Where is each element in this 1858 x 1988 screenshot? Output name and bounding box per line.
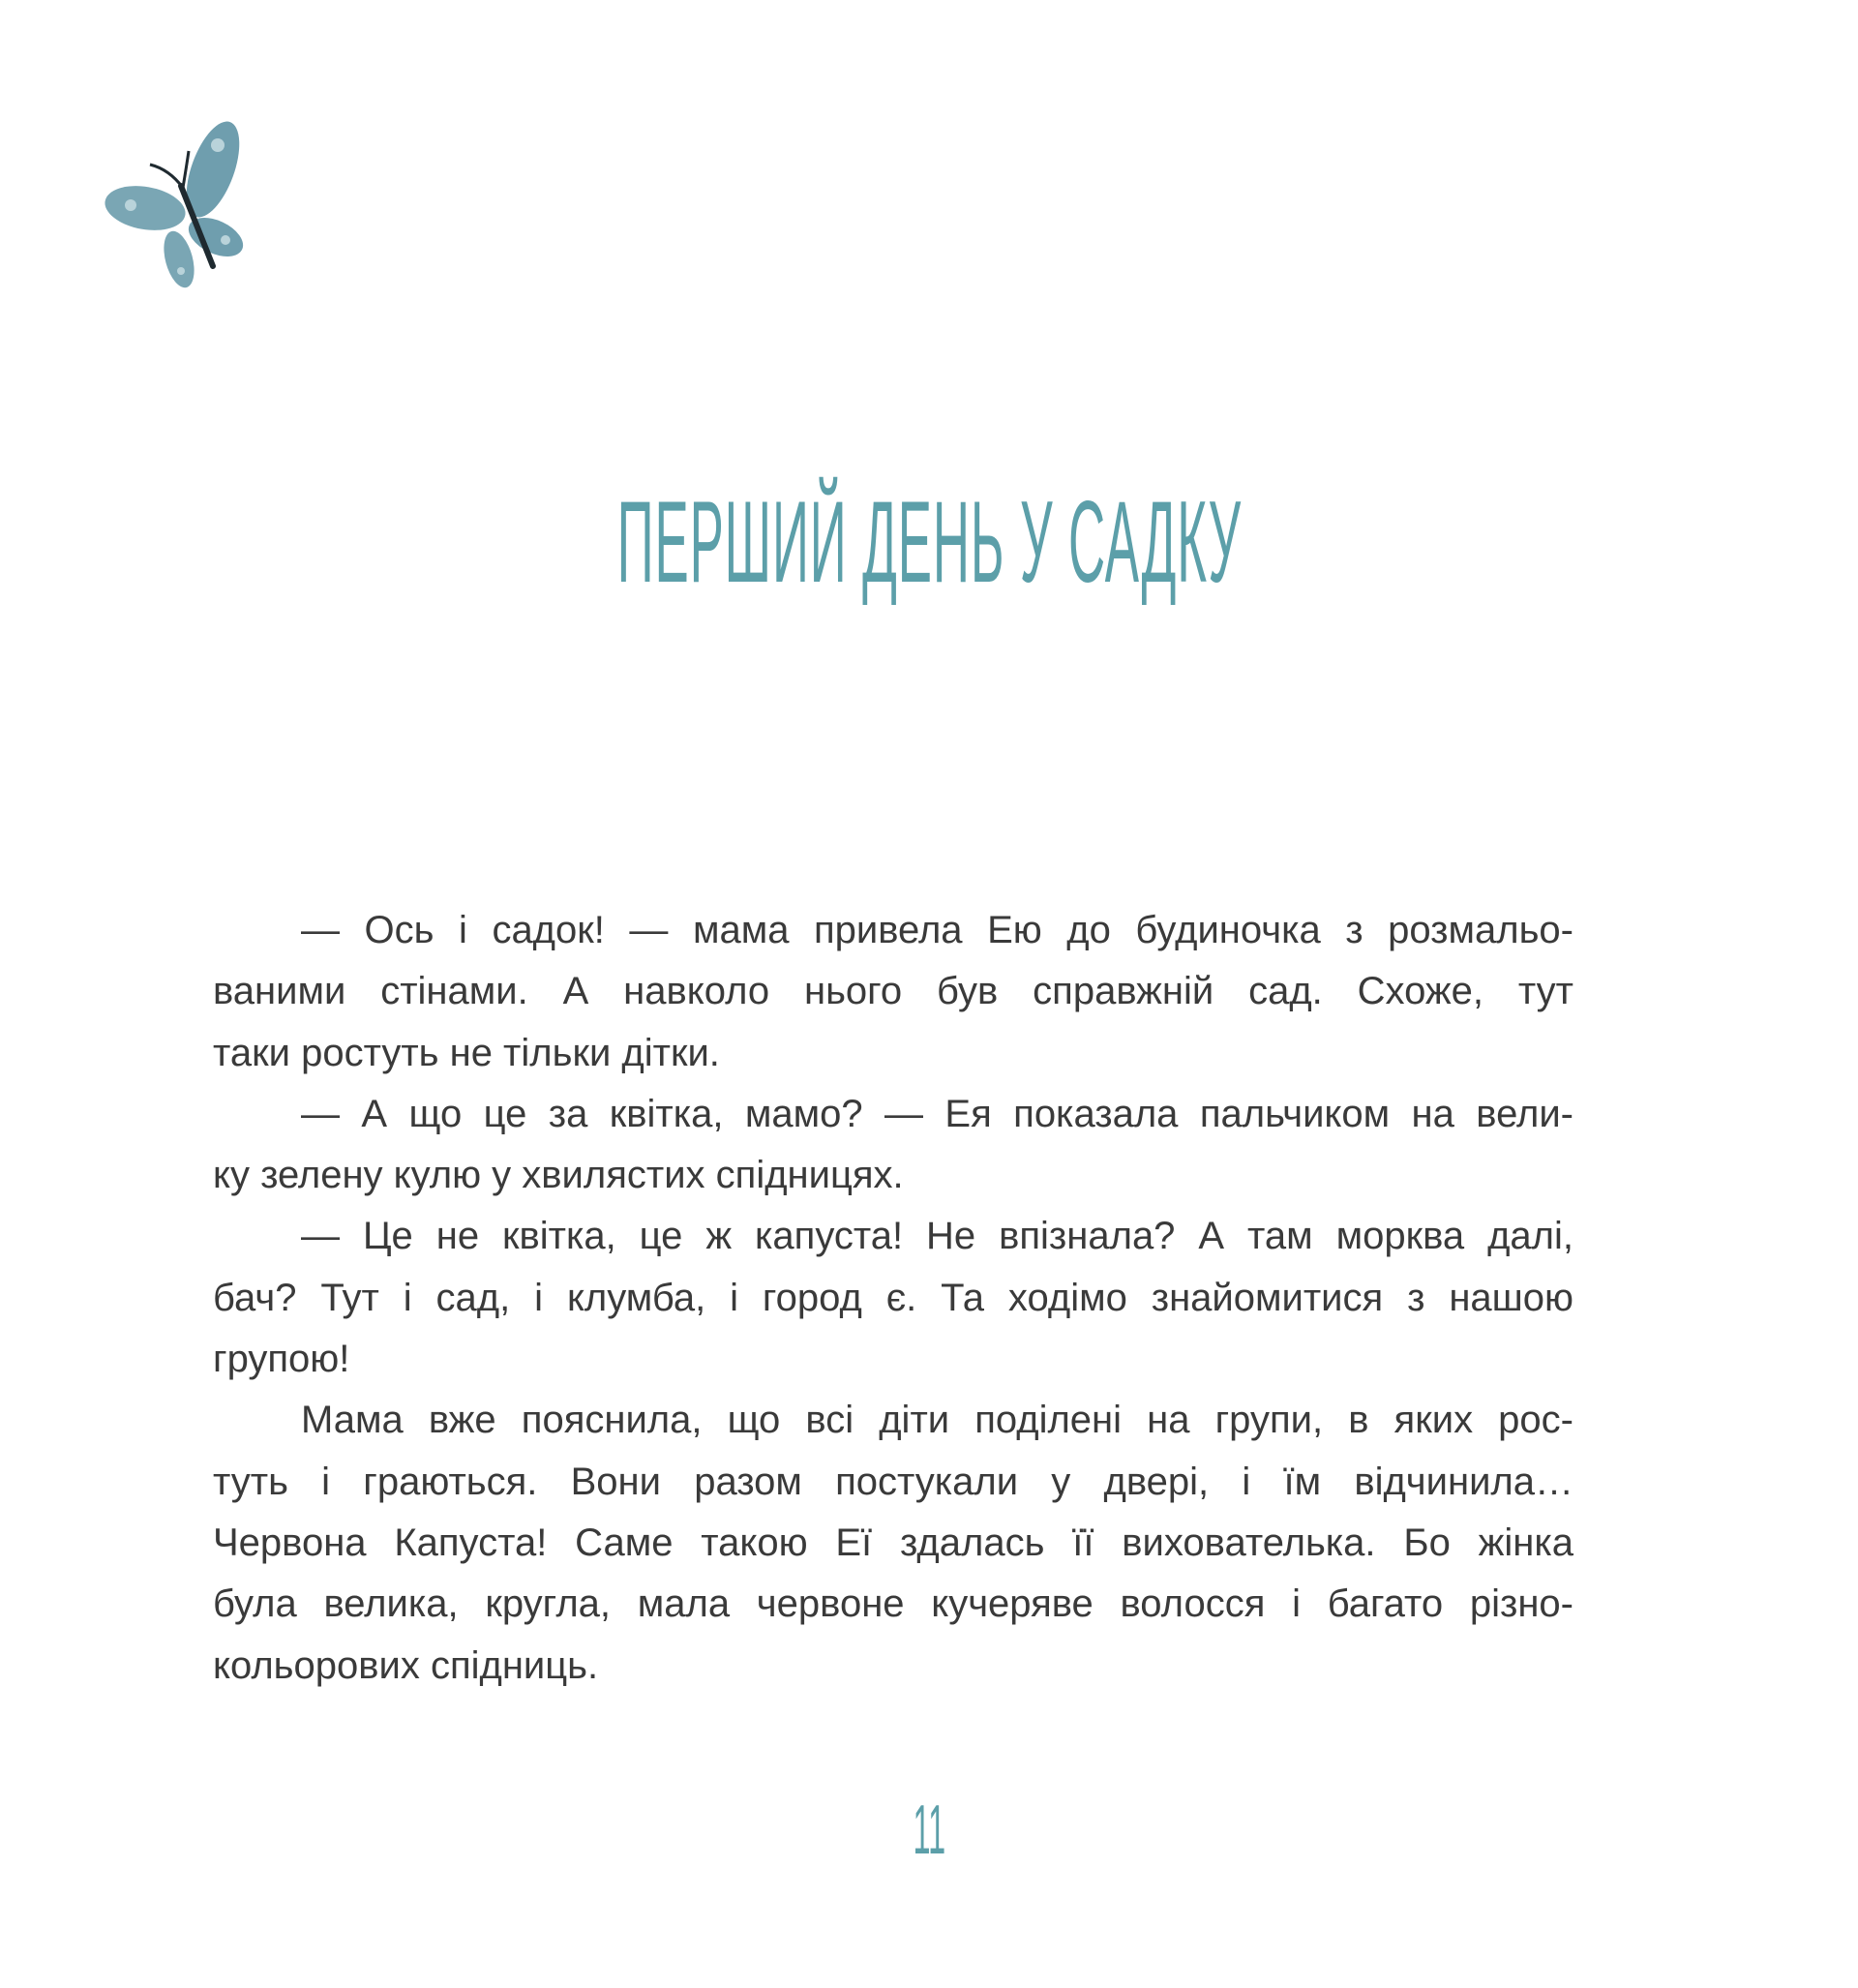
- text-line: — Ось і садок! — мама привела Ею до будиночка з розмальо-: [301, 909, 1573, 951]
- text-line: ку зелену кулю у хвилястих спідницях.: [213, 1154, 904, 1197]
- page-number-text: 11: [913, 1792, 945, 1869]
- text-line: — А що це за квітка, мамо? — Ея показала пальчиком на вели-: [301, 1092, 1573, 1135]
- chapter-title-text: ПЕРШИЙ ДЕНЬ У САДКУ: [616, 477, 1242, 607]
- page-number: [0, 1791, 1858, 1870]
- text-line: бач? Тут і сад, і клумба, і город є. Та ходімо знайомитися з нашою: [213, 1276, 1573, 1319]
- text-line: — Це не квітка, це ж капуста! Не впізнала? А там морква далі,: [301, 1215, 1573, 1258]
- chapter-body: [213, 900, 1573, 1697]
- text-line: ваними стінами. А навколо нього був справжній сад. Схоже, тут: [213, 970, 1573, 1013]
- text-line: туть і граються. Вони разом постукали у двері, і їм відчинила…: [213, 1460, 1573, 1503]
- text-line: була велика, кругла, мала червоне кучеряве волосся і багато різно-: [213, 1582, 1573, 1626]
- text-line: кольорових спідниць.: [213, 1643, 599, 1687]
- text-line: Мама вже пояснила, що всі діти поділені на групи, в яких рос-: [301, 1399, 1573, 1442]
- text-line: групою!: [213, 1338, 350, 1381]
- chapter-title: [0, 477, 1858, 607]
- text-line: таки ростуть не тільки дітки.: [213, 1031, 720, 1074]
- butterfly-icon: [102, 116, 271, 290]
- text-line: Червона Капуста! Саме такою Еї здалась її вихователька. Бо жінка: [213, 1521, 1573, 1564]
